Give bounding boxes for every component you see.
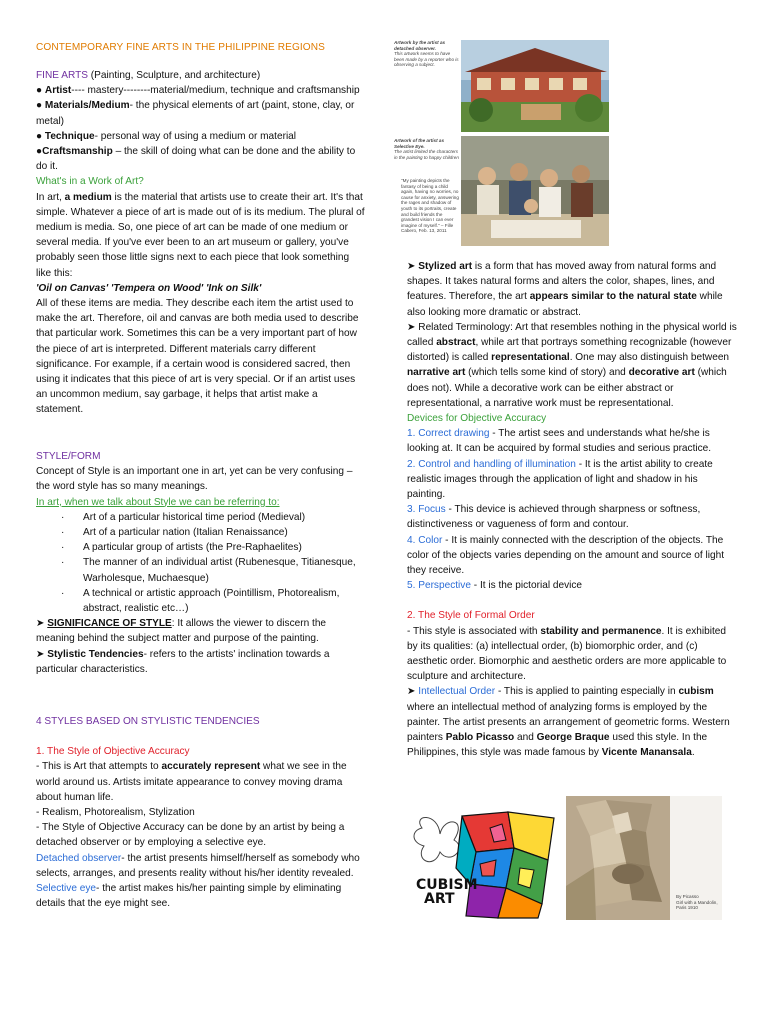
artist-text: ---- mastery--------material/medium, technique and craftsmanship [71, 85, 360, 97]
selective-eye-artwork [461, 136, 609, 246]
arrow-icon: ➤ [407, 321, 416, 333]
medium-examples: 'Oil on Canvas' 'Tempera on Wood' 'Ink on Silk' [36, 282, 262, 294]
artist-label: Artist [44, 85, 72, 97]
materials-label: Materials/Medium [44, 100, 130, 112]
device-3: 3. Focus - This device is achieved through sharpness or softness, distinctiveness or vagueness of form and contour. [407, 504, 701, 531]
four-styles-heading: 4 STYLES BASED ON STYLISTIC TENDENCIES [36, 716, 260, 727]
device-4: 4. Color - It is mainly connected with the description of the objects. The color of the objects varies depending on the amount and source of light they receive. [407, 534, 725, 577]
style-paragraph: Concept of Style is an important one in art, yet can be very confusing – the word style has so many meanings. [36, 466, 353, 493]
list-item: · Art of a particular nation (Italian Renaissance) [36, 525, 366, 540]
four-styles-section [36, 714, 366, 911]
arrow-icon: ➤ [36, 618, 48, 630]
style-list [36, 510, 366, 616]
artist-quote: "My painting depicts the fantasy of being a child again, having no worries, no cause for anxiety, answering the rages and shadow of youth to its portraits, create and build friends the grandest vision I can ever imagine of myself." – Fille Cabero, Feb. 13, 2011 [401, 178, 459, 234]
picasso-artwork [566, 796, 722, 920]
children-painting-image [461, 136, 609, 246]
caption-selective: Artwork of the artist as Selective Eye. The artist limited the characters in the painting to happy children [394, 138, 459, 160]
fine-arts-section [36, 68, 366, 418]
intellectual-order-paragraph: ➤ Intellectual Order - This is applied to painting especially in cubism where an intellectual method of analyzing forms is employed by the painter. The artist presents an arrangement of geometric forms. Western painters Pablo Picasso and George Braque used this style. In the Philippines, this style was made famous by Vicente Manansala. [407, 686, 730, 759]
arrow-icon: ➤ [36, 648, 48, 660]
craft-line: ●Craftsmanship – the skill of doing what can be done and the ability to do it. [36, 146, 356, 173]
craft-label: Craftsmanship [42, 146, 113, 158]
list-item: · A particular group of artists (the Pre-Raphaelites) [36, 540, 366, 555]
style-section [36, 449, 366, 677]
cubism-art-image [410, 808, 558, 920]
style2-heading: 2. The Style of Formal Order [407, 610, 535, 622]
house-painting-image [461, 40, 609, 132]
artist-line: ● Artist---- mastery--------material/medium, technique and craftsmanship [36, 85, 360, 97]
craft-text: – the skill of doing what can be done and the ability to do it. [36, 146, 356, 173]
selective-eye-line: Selective eye- the artist makes his/her painting simple by eliminating details that the eye might see. [36, 883, 342, 910]
arrow-icon: ➤ [407, 686, 419, 698]
media-paragraph: All of these items are media. They describe each item the artist used to make the art. Therefore, oil and canvas are both media used to describe that particular work. Sometimes this can be a very important part of how the piece of art is interpreted. Different materials carry different significance. For example, if a certain wood is considered sacred, then using it indicates that this piece of art is very special. Or if an artist uses an uncommon medium, say garbage, it helps that artist make a statement. [36, 298, 359, 416]
picasso-caption: By Picasso Girl with a Mandolin, Paris 1910 [676, 894, 718, 911]
page-title: CONTEMPORARY FINE ARTS IN THE PHILIPPINE REGIONS [36, 42, 325, 53]
medium-paragraph: In art, a medium is the material that artists use to create their art. It's that simple. Whatever a piece of art is made out of is its medium. The plural of medium is media. So, one piece of art can be made of one medium or several media. If you've ever been to an art museum or gallery, you've probably seen those little signs next to each piece that look something like this: [36, 191, 365, 279]
detached-observer-artwork [461, 40, 609, 132]
list-item: · The manner of an individual artist (Rubenesque, Titianesque, Warholesque, Muchaesque) [36, 555, 366, 585]
device-1: 1. Correct drawing - The artist sees and understands what he/she is looking at. It can be acquired by formal studies and serious practice. [407, 428, 712, 455]
list-item: · Art of a particular historical time period (Medieval) [36, 510, 366, 525]
caption-detached: Artwork by the artist as detached observer. This artwork seems to have been made by a reporter who is observing a subject. [394, 40, 459, 68]
arrow-icon: ➤ [407, 261, 419, 272]
detached-observer-line: Detached observer- the artist presents himself/herself as somebody who selects, arranges, and presents reality without his/her identity revealed. [36, 852, 360, 879]
style1-paragraph-2: - The Style of Objective Accuracy can be done by an artist by being a detached observer or by employing a selective eye. [36, 822, 345, 849]
fine-arts-heading-rest: (Painting, Sculpture, and architecture) [87, 70, 261, 81]
device-5: 5. Perspective - It is the pictorial device [407, 580, 583, 592]
technique-line: ● Technique- personal way of using a medium or material [36, 130, 297, 142]
fine-arts-heading: FINE ARTS [36, 70, 88, 81]
style2-paragraph: - This style is associated with stability and permanence. It is exhibited by its qualities: (a) intellectual order, (b) biomorphic order, and (c) aesthetic order. Biomorphic and aesthetic orders are more applicable to sculpture and architecture. [407, 625, 727, 683]
style1-kinds: - Realism, Photorealism, Stylization [36, 807, 195, 819]
materials-line: ● Materials/Medium- the physical elements of art (paint, stone, clay, or metal) [36, 100, 355, 127]
style-heading: STYLE/FORM [36, 451, 101, 462]
right-text-section [407, 259, 737, 761]
technique-label: Technique [44, 130, 95, 142]
technique-text: - personal way of using a medium or material [94, 130, 297, 142]
style-subheading: In art, when we talk about Style we can be referring to: [36, 496, 280, 508]
significance-line: ➤ SIGNIFICANCE OF STYLE: It allows the viewer to discern the meaning behind the subject matter and purpose of the painting. [36, 618, 327, 645]
list-item: · A technical or artistic approach (Pointillism, Photorealism, abstract, realistic etc…) [36, 586, 366, 616]
device-2: 2. Control and handling of illumination - It is the artist ability to create realistic images through the application of light and shadow in his painting. [407, 458, 713, 501]
style1-heading: 1. The Style of Objective Accuracy [36, 746, 190, 758]
stylized-art-paragraph: ➤ Stylized art is a form that has moved away from natural forms and shapes. It takes natural forms and alters the color, shapes, lines, and features. Therefore, the art appears similar to the natural state while also looking more dramatic or abstract. [407, 261, 723, 318]
related-terminology-paragraph: ➤ Related Terminology: Art that resembles nothing in the physical world is called abstract, while art that portrays something recognizable (however distorted) is called representational. One may also distinguish between narrative art (which tells some kind of story) and decorative art (which does not). While a decorative work can be either abstract or representational, a narrative work must be representational. [407, 321, 737, 409]
style1-paragraph: - This is Art that attempts to accurately represent what we see in the world around us. Artists imitate appearance to convey moving drama about human life. [36, 761, 347, 803]
tendencies-line: ➤ Stylistic Tendencies- refers to the artists' inclination towards a particular characteristics. [36, 648, 330, 675]
devices-heading: Devices for Objective Accuracy [407, 413, 547, 425]
materials-text: - the physical elements of art (paint, stone, clay, or metal) [36, 100, 355, 127]
cubism-art-label: CUBISM ART [416, 877, 478, 907]
work-of-art-heading: What's in a Work of Art? [36, 176, 144, 188]
